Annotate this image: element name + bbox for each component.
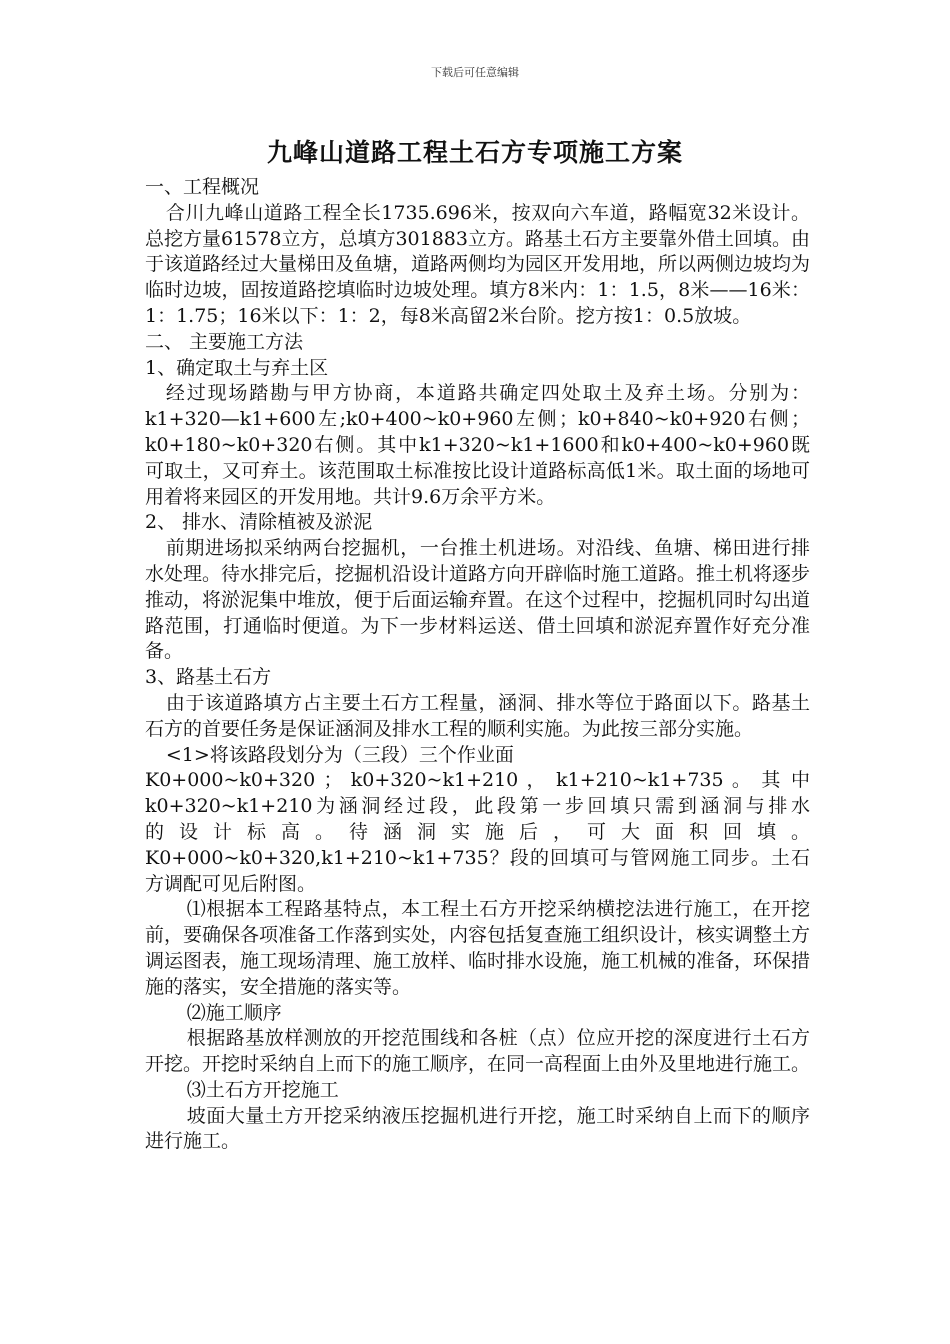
section-heading: 一、工程概况 [145, 176, 260, 198]
subsection-heading: 2、 排水、清除植被及淤泥 [145, 511, 373, 534]
paragraph: 根据路基放样测放的开挖范围线和各桩（点）位应开挖的深度进行土石方开挖。开挖时采纳自上而下的施工顺序，在同一高程面上由外及里地进行施工。 [145, 1027, 811, 1076]
list-item: <1>将该路段划分为（三段）三个作业面 [165, 743, 514, 766]
item-heading: ⑵施工顺序 [186, 1001, 282, 1024]
paragraph: 经过现场踏勘与甲方协商，本道路共确定四处取土及弃土场。分别为：k1+320—k1+600左;k0+400~k0+960左侧；k0+840~k0+920右侧；k0+180~k0+320右侧。其中k1+320~k1+1600和k0+400~k0+960既可取土，又可弃土。该范围取土标准按比设计道路标高低1米。取土面的场地可用着将来园区的开发用地。共计9.6万余平方米。 [145, 382, 810, 508]
paragraph: ⑴根据本工程路基特点，本工程土石方开挖采纳横挖法进行施工，在开挖前，要确保各项准备工作落到实处，内容包括复查施工组织设计，核实调整土方调运图表，施工现场清理、施工放样、临时排水设施，施工机械的准备，环保措施的落实，安全措施的落实等。 [145, 898, 811, 998]
document-title: 九峰山道路工程土石方专项施工方案 [266, 138, 683, 167]
segments-line: k0+320~k1+210为涵洞经过段，此段第一步回填只需到涵洞与排水 [145, 795, 810, 818]
segments-line: 的 设 计 标 高 。 待 涵 洞 实 施 后 ， 可 大 面 积 回 填 。 [145, 820, 810, 843]
document-body [145, 175, 810, 1155]
section-heading: 二、 主要施工方法 [145, 330, 304, 353]
paragraph: 由于该道路填方占主要土石方工程量，涵洞、排水等位于路面以下。路基土石方的首要任务是保证涵洞及排水工程的顺利实施。为此按三部分实施。 [145, 691, 810, 740]
paragraph: 合川九峰山道路工程全长1735.696米，按双向六车道，路幅宽32米设计。总挖方量61578立方，总填方301883立方。路基土石方主要靠外借土回填。由于该道路经过大量梯田及鱼塘，道路两侧均为园区开发用地，所以两侧边坡均为临时边坡，固按道路挖填临时边坡处理。填方8米内：1：1.5，8米——16米：1：1.75；16米以下：1：2，每8米高留2米台阶。挖方按1：0.5放坡。 [145, 201, 811, 327]
paragraph: 前期进场拟采纳两台挖掘机，一台推土机进场。对沿线、鱼塘、梯田进行排水处理。待水排完后，挖掘机沿设计道路方向开辟临时施工道路。推土机将逐步推动，将淤泥集中堆放，便于后面运输弃置。在这个过程中，挖掘机同时勾出道路范围，打通临时便道。为下一步材料运送、借土回填和淤泥弃置作好充分准备。 [145, 537, 811, 663]
item-heading: ⑶土石方开挖施工 [186, 1078, 339, 1101]
paragraph: 坡面大量土方开挖采纳液压挖掘机进行开挖，施工时采纳自上而下的顺序进行施工。 [145, 1104, 810, 1153]
subsection-heading: 1、确定取土与弃土区 [145, 356, 329, 379]
segments-line: K0+000~k0+320 ； k0+320~k1+210 ， k1+210~k1+735 。 其 中 [145, 769, 810, 792]
page-header: 下载后可任意编辑 [431, 66, 519, 79]
subsection-heading: 3、路基土石方 [145, 666, 272, 689]
paragraph: K0+000~k0+320,k1+210~k1+735？段的回填可与管网施工同步。土石方调配可见后附图。 [145, 846, 810, 895]
